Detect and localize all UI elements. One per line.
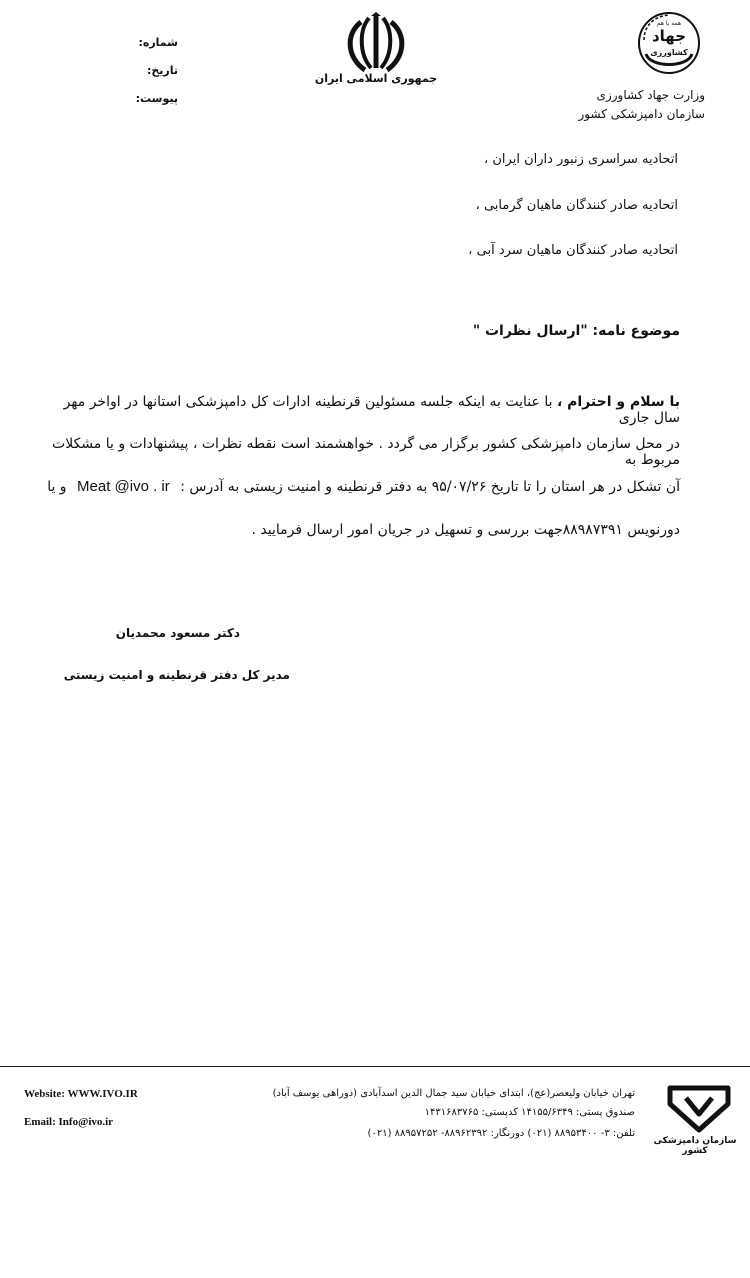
logo-title: جهاد	[651, 27, 687, 45]
subject-line	[420, 323, 680, 339]
logo-top-text: همه با هم	[656, 20, 682, 27]
body-line-3-end: و یا	[47, 479, 67, 495]
footer-phone: تلفن: ۳- ۸۸۹۵۳۴۰۰ (۰۲۱) دورنگار: ۸۸۹۶۲۳۹۲- ۸۸۹۵۷۲۵۲ (۰۲۱)	[367, 1128, 635, 1139]
body-line-2: در محل سازمان دامپزشکی کشور برگزار می گردد . خواهشمند است نقطه نظرات ، پیشنهادات و یا مشکلات مربوط به	[52, 436, 680, 468]
number-label: شماره:	[138, 36, 178, 49]
ministry-name: وزارت جهاد کشاورزی	[596, 88, 705, 102]
body-line-1	[38, 394, 680, 426]
greeting: با سلام و احترام ،	[556, 394, 680, 410]
subject-value: "ارسال نظرات "	[472, 323, 588, 339]
body-line-3	[38, 478, 680, 495]
signer-name: دکتر مسعود محمدیان	[115, 626, 240, 640]
organization-name: سازمان دامپزشکی کشور	[578, 107, 705, 121]
body-line-4: دورنویس ۸۸۹۸۷۳۹۱جهت بررسی و تسهیل در جریان امور ارسال فرمایید .	[251, 522, 680, 538]
recipient-1: اتحادیه سراسری زنبور داران ایران ،	[484, 152, 678, 167]
ivo-logo-caption: سازمان دامپزشکی کشور	[653, 1136, 737, 1156]
email-address: Meat @ivo . ir	[77, 478, 170, 495]
footer-email: Email: Info@ivo.ir	[24, 1116, 114, 1128]
jahad-keshavarzi-logo	[636, 10, 702, 76]
footer-website: Website: WWW.IVO.IR	[24, 1088, 138, 1100]
recipient-3: اتحادیه صادر کنندگان ماهیان سرد آبی ،	[468, 243, 678, 258]
footer-postal: صندوق پستی: ۱۴۱۵۵/۶۳۴۹ کدپستی: ۱۴۳۱۶۸۳۷۶۵	[424, 1107, 635, 1118]
footer-divider	[0, 1066, 750, 1067]
body-line-3-text: آن تشکل در هر استان را تا تاریخ ۹۵/۰۷/۲۶ به دفتر قرنطینه و امنیت زیستی به آدرس :	[180, 479, 680, 495]
attachment-label: پیوست:	[135, 92, 178, 105]
recipient-2: اتحادیه صادر کنندگان ماهیان گرمابی ،	[475, 198, 678, 213]
subject-label: موضوع نامه:	[592, 323, 680, 339]
emblem-caption: جمهوری اسلامی ایران	[314, 72, 438, 85]
signer-title: مدیر کل دفتر قرنطینه و امنیت زیستی	[63, 668, 290, 682]
footer-address: تهران خیابان ولیعصر(عج)، ابتدای خیابان سید جمال الدین اسدآبادی (دوراهی یوسف آباد)	[272, 1088, 635, 1099]
body-line-1-text: با عنایت به اینکه جلسه مسئولین قرنطینه ادارات کل دامپزشکی استانها در اواخر مهر سال جاری	[63, 394, 680, 426]
logo-sub: کشاورزی	[650, 48, 688, 57]
date-label: تاریخ:	[146, 64, 178, 77]
iran-emblem-icon	[341, 12, 411, 74]
ivo-logo-icon	[664, 1084, 734, 1134]
